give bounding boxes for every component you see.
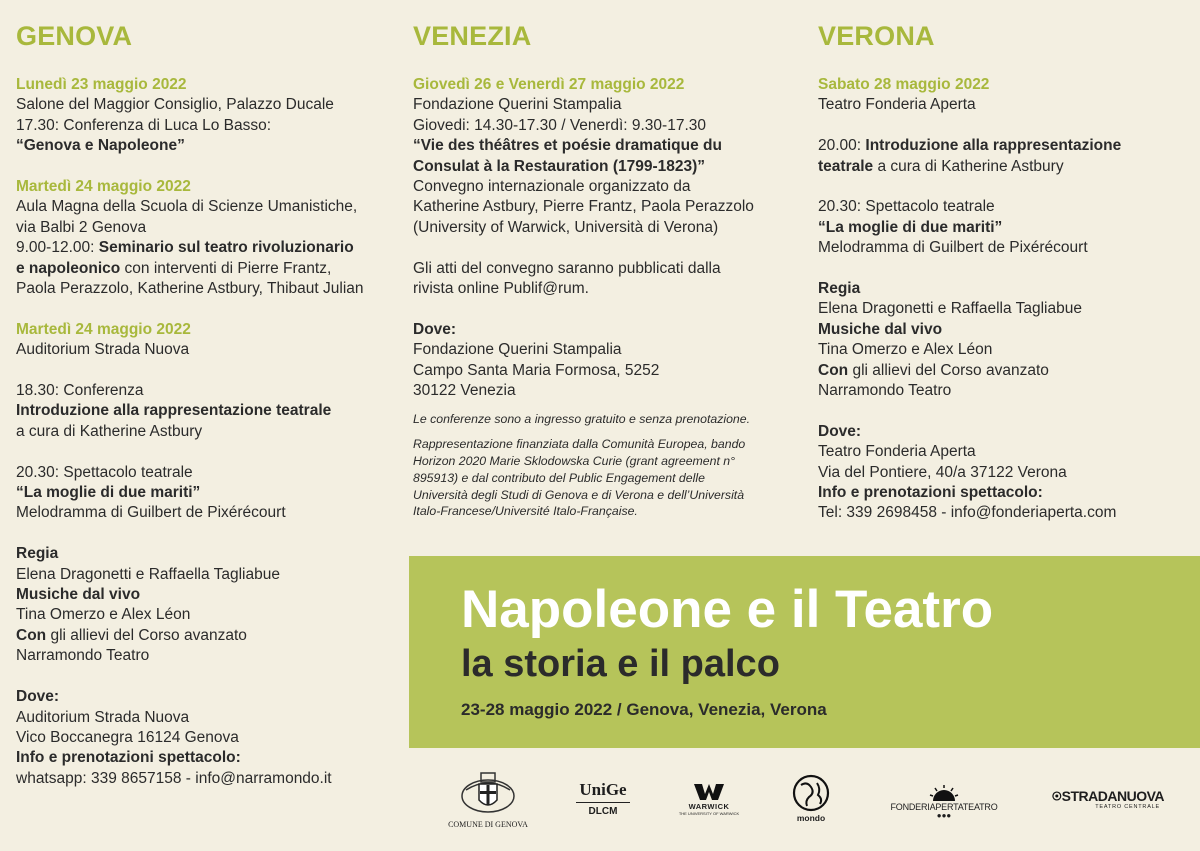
city-heading-verona: VERONA: [818, 21, 935, 51]
event-speakers: Paola Perazzolo, Katherine Astbury, Thibaut Julian: [16, 280, 364, 298]
event-time: 9.00-12.00:: [16, 239, 99, 257]
dots-icon: ●●●: [936, 811, 952, 820]
stradanuova-label: STRADANUOVA: [1061, 788, 1164, 804]
fonderia-label: FONDERIAPERTATEATRO: [890, 802, 998, 812]
city-heading-venezia: VENEZIA: [413, 21, 532, 51]
con-line: [818, 361, 1188, 381]
venezia-column: [413, 18, 798, 520]
title-banner: [409, 556, 1200, 748]
event-title: “Vie des théâtres et poésie dramatique du: [413, 137, 722, 155]
event-description: Gli atti del convegno saranno pubblicati dalla: [413, 259, 721, 277]
company-name: Narramondo Teatro: [16, 647, 150, 665]
event-time: 17.30: Conferenza di Luca Lo Basso:: [16, 116, 272, 134]
fonderia-logo: [890, 784, 998, 820]
address-line: Via del Pontiere, 40/a 37122 Verona: [818, 463, 1067, 481]
free-entry-note: Le conferenze sono a ingresso gratuito e senza prenotazione.: [413, 412, 751, 427]
dove-label: Dove:: [16, 688, 60, 706]
event-curator: a cura di Katherine Astbury: [873, 157, 1064, 175]
funding-note: Horizon 2020 Marie Sklodowska Curie (grant agreement n°: [413, 454, 736, 469]
narramondo-label-part: mondo: [796, 813, 826, 823]
event-subtitle: Melodramma di Guilbert de Pixérécourt: [818, 239, 1088, 257]
regia-names: Elena Dragonetti e Raffaella Tagliabue: [16, 565, 280, 583]
regia-label: Regia: [818, 280, 861, 298]
event-title: e napoleonico: [16, 259, 121, 277]
event-title: “La moglie di due mariti”: [16, 484, 201, 502]
event-venue: Fondazione Querini Stampalia: [413, 96, 622, 114]
funding-note: 895913) e dal contributo del Public Engagement delle: [413, 470, 705, 485]
con-line: [16, 626, 401, 646]
dove-label: Dove:: [413, 320, 457, 338]
event-intro-line: [818, 136, 1188, 156]
event-dates: 23-28 maggio 2022 / Genova, Venezia, Verona: [461, 700, 827, 719]
event-venue: via Balbi 2 Genova: [16, 218, 147, 236]
info-label: Info e prenotazioni spettacolo:: [16, 749, 241, 767]
stradanuova-mark: [1052, 788, 1164, 804]
address-line: Campo Santa Maria Formosa, 5252: [413, 361, 660, 379]
funding-note: Rappresentazione finanziata dalla Comunità Europea, bando: [413, 437, 746, 452]
regia-label: Regia: [16, 545, 59, 563]
warwick-w-icon: [692, 782, 726, 802]
event-title: Introduzione alla rappresentazione teatrale: [16, 402, 332, 420]
event-venue: Auditorium Strada Nuova: [16, 341, 190, 359]
stradanuova-sublabel: TEATRO CENTRALE: [1095, 804, 1160, 810]
contact-info: Tel: 339 2698458 - info@fonderiaperta.com: [818, 504, 1117, 522]
event-description: rivista online Publif@rum.: [413, 280, 589, 298]
address-line: Vico Boccanegra 16124 Genova: [16, 728, 239, 746]
event-seminar-line: [16, 238, 401, 258]
event-seminar-line: [16, 259, 401, 279]
event-date: Giovedì 26 e Venerdì 27 maggio 2022: [413, 76, 685, 93]
comune-genova-logo: [440, 770, 536, 829]
address-line: Fondazione Querini Stampalia: [413, 341, 622, 359]
event-description: Convegno internazionale organizzato da: [413, 178, 691, 196]
main-subtitle: la storia e il palco: [461, 643, 780, 685]
verona-column: [818, 18, 1188, 524]
comune-label: COMUNE DI GENOVA: [448, 820, 528, 829]
narramondo-logo: [780, 773, 842, 823]
funding-note: Università degli Studi di Genova e di Verona e dell’Università: [413, 487, 745, 502]
event-venue: Salone del Maggior Consiglio, Palazzo Ducale: [16, 96, 334, 114]
event-date: Sabato 28 maggio 2022: [818, 76, 990, 93]
address-line: 30122 Venezia: [413, 382, 516, 400]
city-heading-genova: GENOVA: [16, 21, 133, 51]
event-title: Consulat à la Restauration (1799-1823)”: [413, 157, 706, 175]
event-venue: Aula Magna della Scuola di Scienze Umanistiche,: [16, 198, 358, 216]
info-label: Info e prenotazioni spettacolo:: [818, 484, 1043, 502]
warwick-label: WARWICK: [688, 802, 730, 811]
event-date: Martedì 24 maggio 2022: [16, 178, 191, 196]
event-date: Lunedì 23 maggio 2022: [16, 76, 187, 93]
event-speakers: con interventi di Pierre Frantz,: [120, 259, 332, 277]
contact-info: whatsapp: 339 8657158 - info@narramondo.it: [16, 769, 332, 787]
warwick-sublabel: THE UNIVERSITY OF WARWICK: [678, 811, 740, 816]
unige-label: UniGe: [579, 780, 627, 799]
stradanuova-logo: [1052, 788, 1164, 810]
company-name: Narramondo Teatro: [818, 382, 952, 400]
genova-column: [16, 18, 401, 789]
musiche-names: Tina Omerzo e Alex Léon: [16, 606, 191, 624]
warwick-logo: [678, 782, 740, 816]
event-title: Seminario sul teatro rivoluzionario: [98, 239, 354, 257]
event-time: 20.30: Spettacolo teatrale: [16, 463, 193, 481]
funding-note: Italo-Francese/Université Italo-Française.: [413, 504, 638, 519]
event-intro-line: [818, 157, 1188, 177]
musiche-names: Tina Omerzo e Alex Léon: [818, 341, 993, 359]
event-date: Martedì 24 maggio 2022: [16, 320, 191, 338]
narramondo-label: [780, 813, 842, 823]
con-label: Con: [818, 361, 849, 379]
main-title: Napoleone e il Teatro: [461, 580, 994, 639]
musiche-label: Musiche dal vivo: [818, 320, 943, 338]
event-title: Introduzione alla rappresentazione: [865, 137, 1122, 155]
event-title: teatrale: [818, 157, 874, 175]
event-title: “La moglie di due mariti”: [818, 218, 1003, 236]
event-subtitle: Melodramma di Guilbert de Pixérécourt: [16, 504, 286, 522]
target-circle-icon: [1052, 788, 1062, 804]
address-line: Teatro Fonderia Aperta: [818, 443, 976, 461]
event-curator: a cura di Katherine Astbury: [16, 422, 203, 440]
event-description: (University of Warwick, Università di Verona): [413, 218, 719, 236]
event-time: Giovedi: 14.30-17.30 / Venerdì: 9.30-17.30: [413, 116, 706, 134]
con-text: gli allievi del Corso avanzato: [46, 626, 247, 644]
event-time: 18.30: Conferenza: [16, 382, 144, 400]
event-venue: Teatro Fonderia Aperta: [818, 96, 976, 114]
dove-label: Dove:: [818, 422, 862, 440]
coat-of-arms-icon: [458, 770, 518, 818]
sun-icon: [929, 784, 959, 802]
con-text: gli allievi del Corso avanzato: [848, 361, 1049, 379]
con-label: Con: [16, 626, 47, 644]
event-description: Katherine Astbury, Pierre Frantz, Paola Perazzolo: [413, 198, 754, 216]
dlcm-label: DLCM: [588, 806, 618, 817]
regia-names: Elena Dragonetti e Raffaella Tagliabue: [818, 300, 1082, 318]
event-title: “Genova e Napoleone”: [16, 137, 185, 155]
globe-icon: [791, 773, 831, 813]
event-time: 20.00:: [818, 137, 866, 155]
unige-logo: [570, 780, 636, 817]
address-line: Auditorium Strada Nuova: [16, 708, 190, 726]
event-time: 20.30: Spettacolo teatrale: [818, 198, 995, 216]
musiche-label: Musiche dal vivo: [16, 586, 141, 604]
